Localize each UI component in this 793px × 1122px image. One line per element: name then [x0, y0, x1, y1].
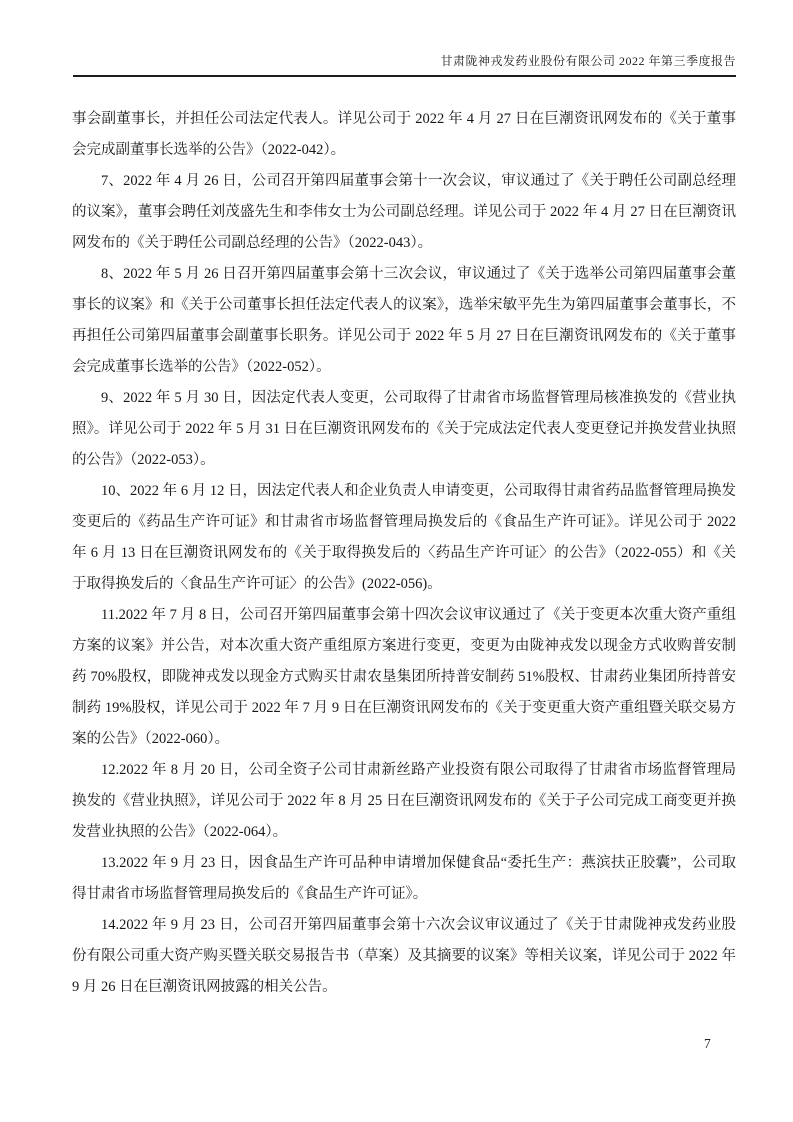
body-paragraph: 8、2022 年 5 月 26 日召开第四届董事会第十三次会议，审议通过了《关于选举公司第四届董事会董事长的议案》和《关于公司董事长担任法定代表人的议案》，选举宋敏平先生为第四届董事会董事长，不再担任公司第四届董事会副董事长职务。详见公司于 2022 年 5 月 27 日在巨潮资讯网发布的《关于董事会完成董事长选举的公告》（2022-052）。: [72, 266, 736, 375]
report-header-title: 甘肃陇神戎发药业股份有限公司 2022 年第三季度报告: [440, 54, 736, 68]
page-number: 7: [704, 1036, 711, 1051]
body-paragraph: 9、2022 年 5 月 30 日，因法定代表人变更，公司取得了甘肃省市场监督管理局核准换发的《营业执照》。详见公司于 2022 年 5 月 31 日在巨潮资讯网发布的《关于完成法定代表人变更登记并换发营业执照的公告》（2022-053）。: [72, 390, 736, 468]
body-paragraph: 事会副董事长，并担任公司法定代表人。详见公司于 2022 年 4 月 27 日在巨潮资讯网发布的《关于董事会完成副董事长选举的公告》（2022-042）。: [72, 111, 736, 158]
body-paragraph: 7、2022 年 4 月 26 日，公司召开第四届董事会第十一次会议，审议通过了《关于聘任公司副总经理的议案》，董事会聘任刘茂盛先生和李伟女士为公司副总经理。详见公司于 2022 年 4 月 27 日在巨潮资讯网发布的《关于聘任公司副总经理的公告》（2022-043）。: [72, 173, 736, 251]
document-body: [72, 104, 736, 1003]
body-paragraph: 12.2022 年 8 月 20 日，公司全资子公司甘肃新丝路产业投资有限公司取得了甘肃省市场监督管理局换发的《营业执照》，详见公司于 2022 年 8 月 25 日在巨潮资讯网发布的《关于子公司完成工商变更并换发营业执照的公告》（2022-064）。: [72, 762, 736, 840]
body-paragraph: 13.2022 年 9 月 23 日，因食品生产许可品种申请增加保健食品“委托生产：燕滨扶正胶囊”，公司取得甘肃省市场监督管理局换发后的《食品生产许可证》。: [72, 855, 736, 902]
body-paragraph: 11.2022 年 7 月 8 日，公司召开第四届董事会第十四次会议审议通过了《关于变更本次重大资产重组方案的议案》并公告，对本次重大资产重组原方案进行变更，变更为由陇神戎发以现金方式收购普安制药 70%股权，即陇神戎发以现金方式购买甘肃农垦集团所持普安制药 51%股权、甘肃药业集团所持普安制药 19%股权，详见公司于 2022 年 7 月 9 日在巨潮资讯网发布的《关于变更重大资产重组暨关联交易方案的公告》（2022-060）。: [72, 607, 736, 747]
body-paragraph: 14.2022 年 9 月 23 日，公司召开第四届董事会第十六次会议审议通过了《关于甘肃陇神戎发药业股份有限公司重大资产购买暨关联交易报告书（草案）及其摘要的议案》等相关议案，详见公司于 2022 年 9 月 26 日在巨潮资讯网披露的相关公告。: [72, 917, 736, 995]
body-paragraph: 10、2022 年 6 月 12 日，因法定代表人和企业负责人申请变更，公司取得甘肃省药品监督管理局换发变更后的《药品生产许可证》和甘肃省市场监督管理局换发后的《食品生产许可证》。详见公司于 2022 年 6 月 13 日在巨潮资讯网发布的《关于取得换发后的〈药品生产许可证〉的公告》（2022-055）和《关于取得换发后的〈食品生产许可证〉的公告》(2022-056)。: [72, 483, 736, 592]
page-header: [73, 0, 736, 77]
